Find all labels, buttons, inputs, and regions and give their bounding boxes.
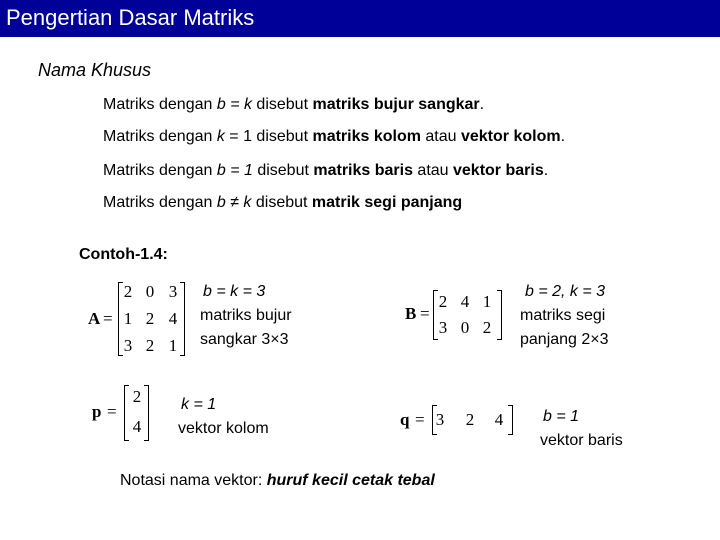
matrix-cell: 4 — [494, 410, 504, 429]
matrix-b-label: B — [405, 304, 417, 323]
definition-line-4: Matriks dengan b ≠ k disebut matrik segi panjang — [103, 194, 463, 211]
matrix-a — [88, 280, 188, 360]
footer-note: Notasi nama vektor: huruf kecil cetak tebal — [120, 472, 435, 489]
example-label: Contoh-1.4: — [79, 246, 168, 263]
bracket-right — [508, 405, 513, 435]
matrix-cell: 3 — [168, 282, 178, 301]
definition-line-1: Matriks dengan b = k disebut matriks bujur sangkar. — [103, 96, 485, 113]
matrix-cell: 3 — [435, 410, 445, 429]
matrix-cell: 4 — [132, 417, 142, 436]
matrix-cell: 2 — [145, 309, 155, 328]
vector-p-note: k = 1 vektor kolom — [178, 396, 269, 437]
matrix-b — [405, 290, 505, 345]
definition-line-2: Matriks dengan k = 1 disebut matriks kolom atau vektor kolom. — [103, 128, 566, 145]
definition-line-3: Matriks dengan b = 1 disebut matriks baris atau vektor baris. — [103, 162, 549, 179]
bracket-right — [497, 290, 502, 340]
section-subtitle: Nama Khusus — [38, 60, 152, 80]
vector-q-equals: = — [415, 410, 425, 429]
matrix-a-note: b = k = 3 matriks bujur sangkar 3×3 — [200, 283, 292, 348]
vector-p — [92, 385, 162, 443]
matrix-cell: 1 — [123, 309, 133, 328]
matrix-cell: 3 — [438, 318, 448, 337]
vector-q — [400, 405, 520, 440]
matrix-cell: 2 — [438, 292, 448, 311]
matrix-cell: 3 — [123, 336, 133, 355]
matrix-cell: 0 — [460, 318, 470, 337]
vector-p-equals: = — [107, 402, 117, 421]
matrix-b-equals: = — [420, 304, 430, 323]
vector-q-label: q — [400, 410, 410, 429]
bracket-right — [144, 385, 149, 441]
matrix-cell: 4 — [168, 309, 178, 328]
title-bar — [0, 0, 720, 37]
matrix-cell: 2 — [145, 336, 155, 355]
vector-q-note: b = 1 vektor baris — [540, 408, 623, 449]
matrix-cell: 1 — [168, 336, 178, 355]
matrix-cell: 2 — [123, 282, 133, 301]
matrix-cell: 2 — [132, 387, 142, 406]
vector-p-label: p — [92, 402, 102, 421]
page-title: Pengertian Dasar Matriks — [6, 5, 255, 30]
matrix-b-note: b = 2, k = 3 matriks segi panjang 2×3 — [520, 283, 609, 348]
matrix-cell: 4 — [460, 292, 470, 311]
matrix-a-equals: = — [103, 309, 113, 328]
matrix-cell: 2 — [482, 318, 492, 337]
matrix-cell: 2 — [465, 410, 475, 429]
matrix-cell: 0 — [145, 282, 155, 301]
matrix-a-label: A — [88, 309, 101, 328]
matrix-cell: 1 — [482, 292, 492, 311]
bracket-right — [180, 282, 185, 356]
